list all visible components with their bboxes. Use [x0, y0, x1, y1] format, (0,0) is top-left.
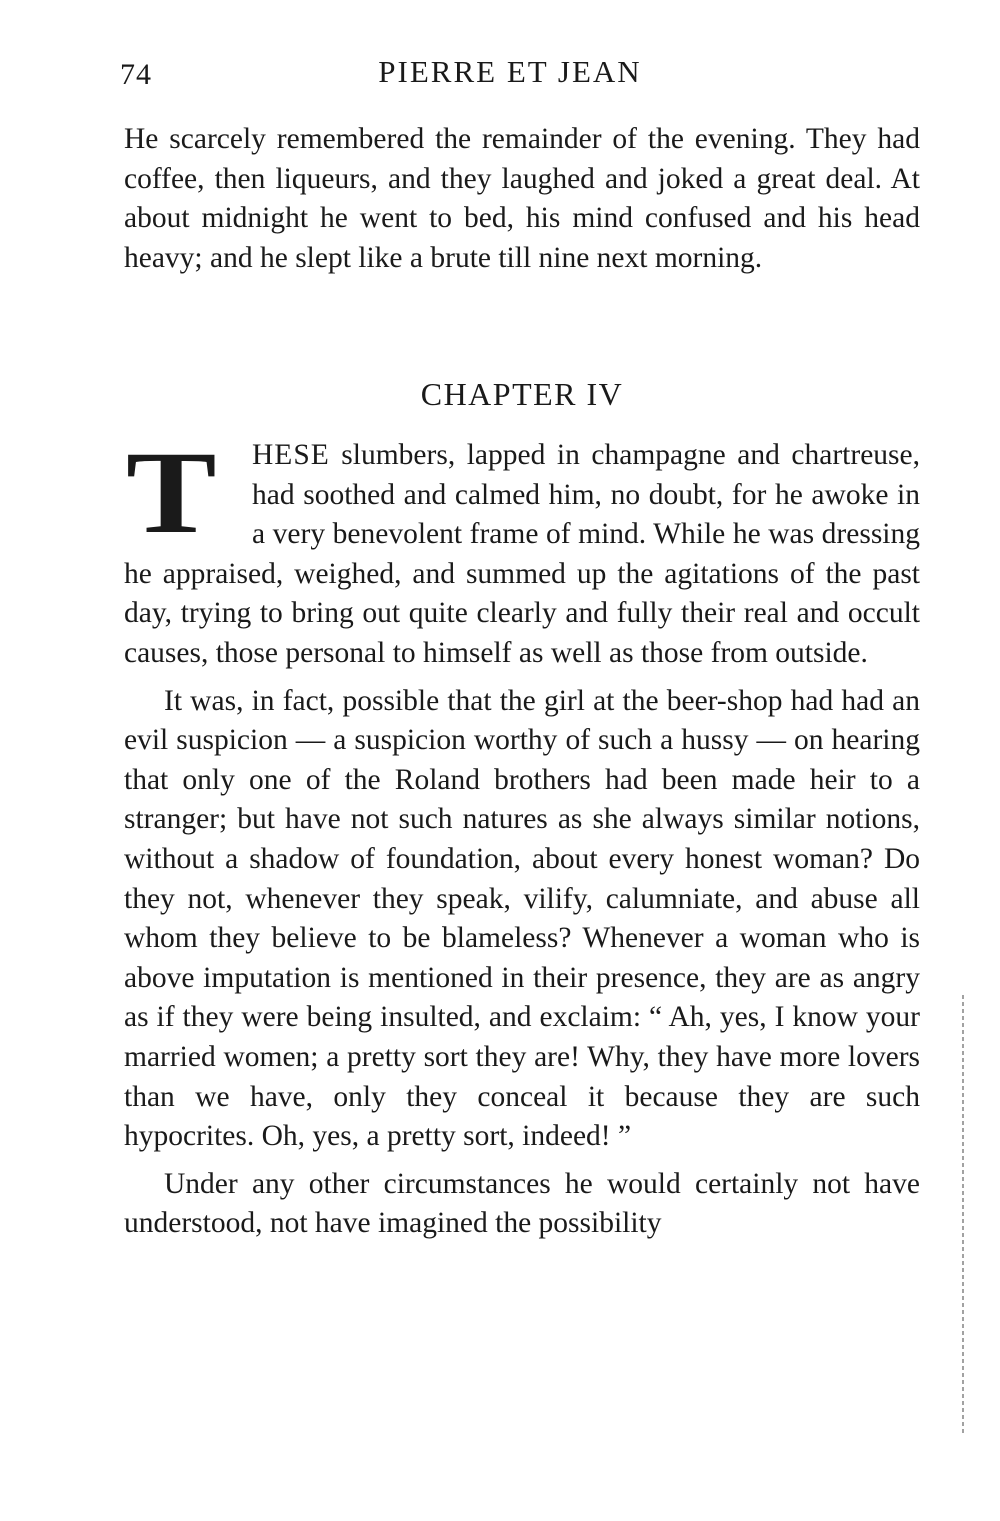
first-word-caps: HESE [252, 439, 330, 471]
chapter-paragraph-3: Under any other circumstances he would certainly not have understood, not have imagined the possibility [124, 1167, 920, 1240]
opening-paragraph: He scarcely remembered the remainder of the evening. They had coffee, then liqueurs, and they laughed and joked a great deal. At about midnight he went to bed, his mind confused and his head heavy; and he slept like a brute till nine next morning. [124, 123, 920, 274]
chapter-paragraph-1 [124, 427, 920, 674]
chapter-paragraph-1-text: slumbers, lapped in champagne and chartreuse, had soothed and calmed him, no doubt, for he awoke in a very benevolent frame of mind. While he was dressing he appraised, weighed, and summed up the agitations of the past day, trying to bring out quite clearly and fully their real and occult causes, those personal to himself as well as those from outside. [124, 439, 920, 669]
margin-scan-mark [962, 995, 964, 1435]
chapter-paragraph-2: It was, in fact, possible that the girl at the beer-shop had had an evil suspicion — a suspicion worthy of such a hussy — on hearing that only one of the Roland brothers had been made heir to a stranger; but have not such natures as she always similar notions, without a shadow of foundation, about every honest woman? Do they not, whenever they speak, vilify, calumniate, and abuse all whom they believe to be blameless? Whenever a woman who is above imputation is mentioned in their presence, they are as angry as if they were being insulted, and exclaim: “ Ah, yes, I know your married women; a pretty sort they are! Why, they have more lovers than we have, only they conceal it because they are such hypocrites. Oh, yes, a pretty sort, indeed! ” [124, 684, 920, 1153]
opening-paragraph-block [124, 120, 920, 278]
chapter-heading: CHAPTER IV [420, 376, 624, 412]
running-head [120, 52, 920, 96]
chapter-body [124, 427, 920, 1244]
page-number: 74 [120, 58, 152, 91]
drop-cap: T [126, 427, 217, 558]
running-title: PIERRE ET JEAN [378, 54, 642, 89]
